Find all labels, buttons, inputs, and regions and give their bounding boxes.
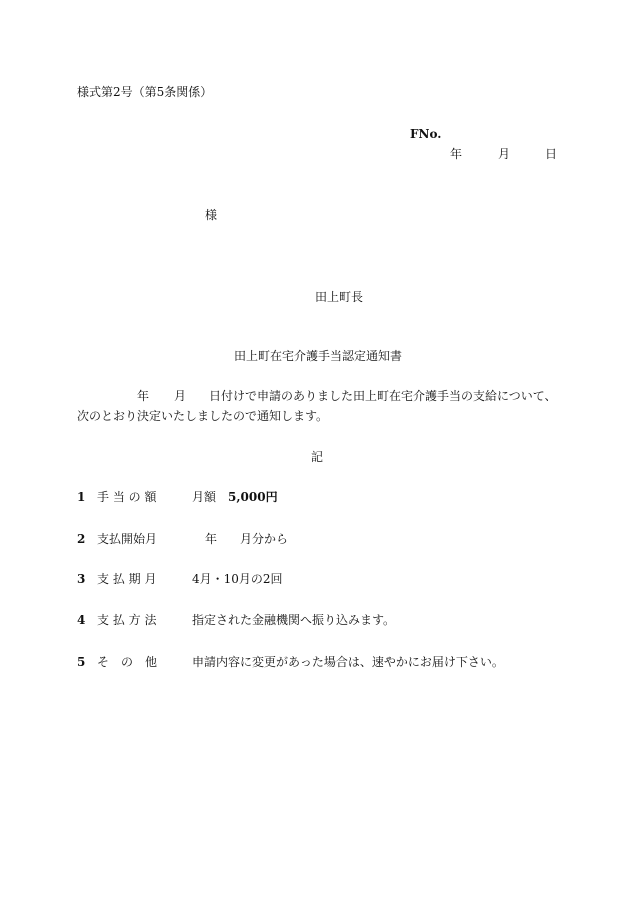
item-2-number: 2 bbox=[77, 532, 86, 546]
date-month-label: 月 bbox=[498, 147, 511, 161]
item-1-number: 1 bbox=[77, 490, 86, 504]
item-5-label: そ の 他 bbox=[97, 655, 158, 669]
item-5-value: 申請内容に変更があった場合は、速やかにお届け下さい。 bbox=[192, 655, 504, 669]
ki-heading: 記 bbox=[311, 450, 324, 464]
issuer-name: 田上町長 bbox=[315, 290, 364, 304]
item-1-amount: 5,000円 bbox=[228, 490, 278, 504]
item-4-value: 指定された金融機関へ振り込みます。 bbox=[192, 613, 396, 627]
document-title: 田上町在宅介護手当認定通知書 bbox=[234, 349, 403, 363]
date-year-label: 年 bbox=[450, 147, 463, 161]
item-1-value-prefix: 月額 bbox=[192, 490, 217, 504]
item-3-value: 4月・10月の2回 bbox=[192, 572, 283, 586]
item-1-value bbox=[192, 491, 278, 503]
item-5-number: 5 bbox=[77, 655, 86, 669]
item-3-label: 支 払 期 月 bbox=[97, 572, 157, 586]
item-2-year-label: 年 bbox=[205, 532, 218, 546]
item-3-number: 3 bbox=[77, 572, 86, 586]
addressee-honorific: 様 bbox=[205, 208, 218, 222]
form-number: 様式第2号（第5条関係） bbox=[77, 85, 213, 99]
body-year-label: 年 bbox=[137, 389, 150, 403]
body-month-label: 月 bbox=[174, 389, 187, 403]
item-1-label: 手 当 の 額 bbox=[97, 490, 157, 504]
f-number-label: FNo. bbox=[410, 127, 442, 141]
item-4-label: 支 払 方 法 bbox=[97, 613, 157, 627]
body-line-2: 次のとおり決定いたしましたので通知します。 bbox=[77, 409, 329, 423]
item-2-month-label: 月分から bbox=[240, 532, 289, 546]
item-2-label: 支払開始月 bbox=[97, 532, 158, 546]
item-4-number: 4 bbox=[77, 613, 86, 627]
body-line-1: 日付けで申請のありました田上町在宅介護手当の支給について、 bbox=[209, 389, 557, 403]
date-day-label: 日 bbox=[545, 147, 558, 161]
